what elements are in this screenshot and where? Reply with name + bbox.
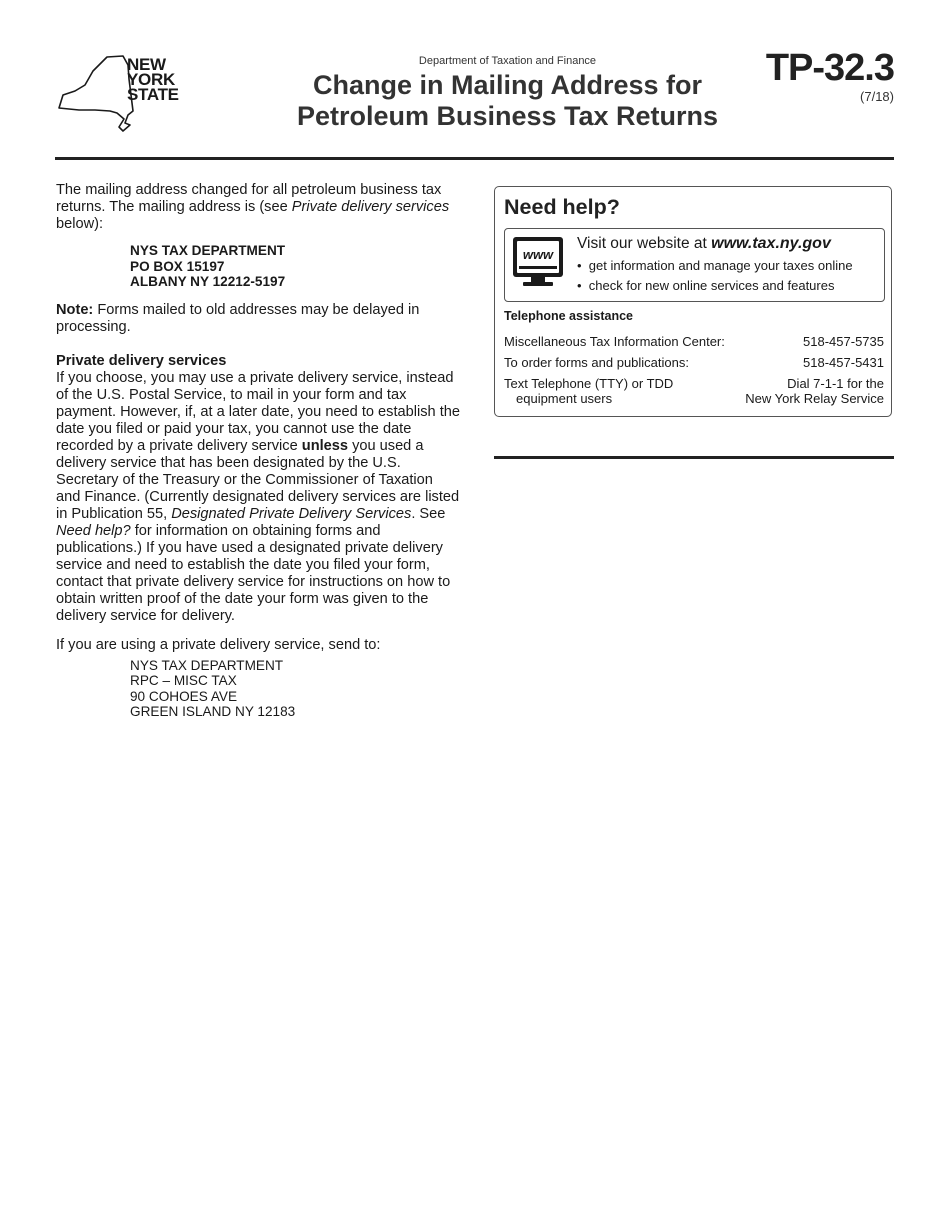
address-line: NYS TAX DEPARTMENT <box>130 657 284 673</box>
telephone-heading: Telephone assistance <box>504 309 633 323</box>
website-box <box>504 228 885 302</box>
department-name: Department of Taxation and Finance <box>418 55 597 67</box>
address-line: 90 COHOES AVE <box>130 688 238 704</box>
logo-line-3: STATE <box>127 85 179 104</box>
phone-label: Text Telephone (TTY) or TDD equipment users <box>504 376 674 406</box>
phone-label: To order forms and publications: <box>504 355 689 370</box>
website-link[interactable]: www.tax.ny.gov <box>711 235 831 252</box>
private-delivery-heading: Private delivery services <box>56 352 227 369</box>
website-line: Visit our website at www.tax.ny.gov <box>577 235 831 252</box>
need-help-title: Need help? <box>504 195 620 219</box>
address-line: RPC – MISC TAX <box>130 673 237 688</box>
computer-monitor-icon <box>511 235 565 289</box>
section-divider <box>494 456 894 459</box>
address-line: ALBANY NY 12212-5197 <box>130 274 286 289</box>
private-delivery-address <box>130 658 461 720</box>
private-delivery-paragraph: If you choose, you may use a private delivery service, instead of the U.S. Postal Service, to mail in your form and tax payment. However, if, at a later date, you need to establish the date you filed or paid your tax, you cannot use the date recorded by a private delivery service unless you used a delivery service that has been designated by the U.S. Secretary of the Treasury or the Commissioner of Taxation and Finance. (Currently designated delivery services are listed in Publication 55, Designated Private Delivery Services. See Need help? for information on obtaining forms and publications.) If you have used a designated private delivery service and need to establish the date you filed your form, contact that private delivery service for instructions on how to obtain written proof of the date your form was given to the delivery service for delivery. <box>56 369 460 624</box>
address-line: NYS TAX DEPARTMENT <box>130 243 286 258</box>
need-help-box <box>494 186 892 417</box>
www-label: www <box>522 247 554 262</box>
phone-number: 518-457-5735 <box>803 334 884 349</box>
phone-number: Dial 7-1-1 for the New York Relay Service <box>745 376 884 406</box>
page-title <box>270 70 745 132</box>
phone-label: Miscellaneous Tax Information Center: <box>504 334 725 349</box>
form-number: TP-32.3 <box>765 47 894 89</box>
website-bullet: • check for new online services and features <box>577 278 835 293</box>
title-line-1: Change in Mailing Address for <box>312 70 703 100</box>
address-line: GREEN ISLAND NY 12183 <box>130 704 296 719</box>
intro-paragraph: The mailing address changed for all petroleum business tax returns. The mailing address is (see Private delivery services below): <box>56 182 450 232</box>
website-bullet: • get information and manage your taxes online <box>577 258 853 273</box>
mailing-address <box>130 243 461 290</box>
logo-line-1: NEW <box>127 55 166 74</box>
left-column <box>56 182 461 720</box>
logo-line-2: YORK <box>127 70 175 89</box>
nys-logo <box>55 53 185 133</box>
note-paragraph: Note: Forms mailed to old addresses may be delayed in processing. <box>56 301 420 335</box>
send-to-text: If you are using a private delivery service, send to: <box>56 636 381 653</box>
title-line-2: Petroleum Business Tax Returns <box>296 101 719 131</box>
header-divider <box>55 157 894 160</box>
address-line: PO BOX 15197 <box>130 258 225 274</box>
form-date: (7/18) <box>860 89 894 104</box>
new-york-state-map-icon <box>55 53 135 133</box>
phone-number: 518-457-5431 <box>803 355 884 370</box>
